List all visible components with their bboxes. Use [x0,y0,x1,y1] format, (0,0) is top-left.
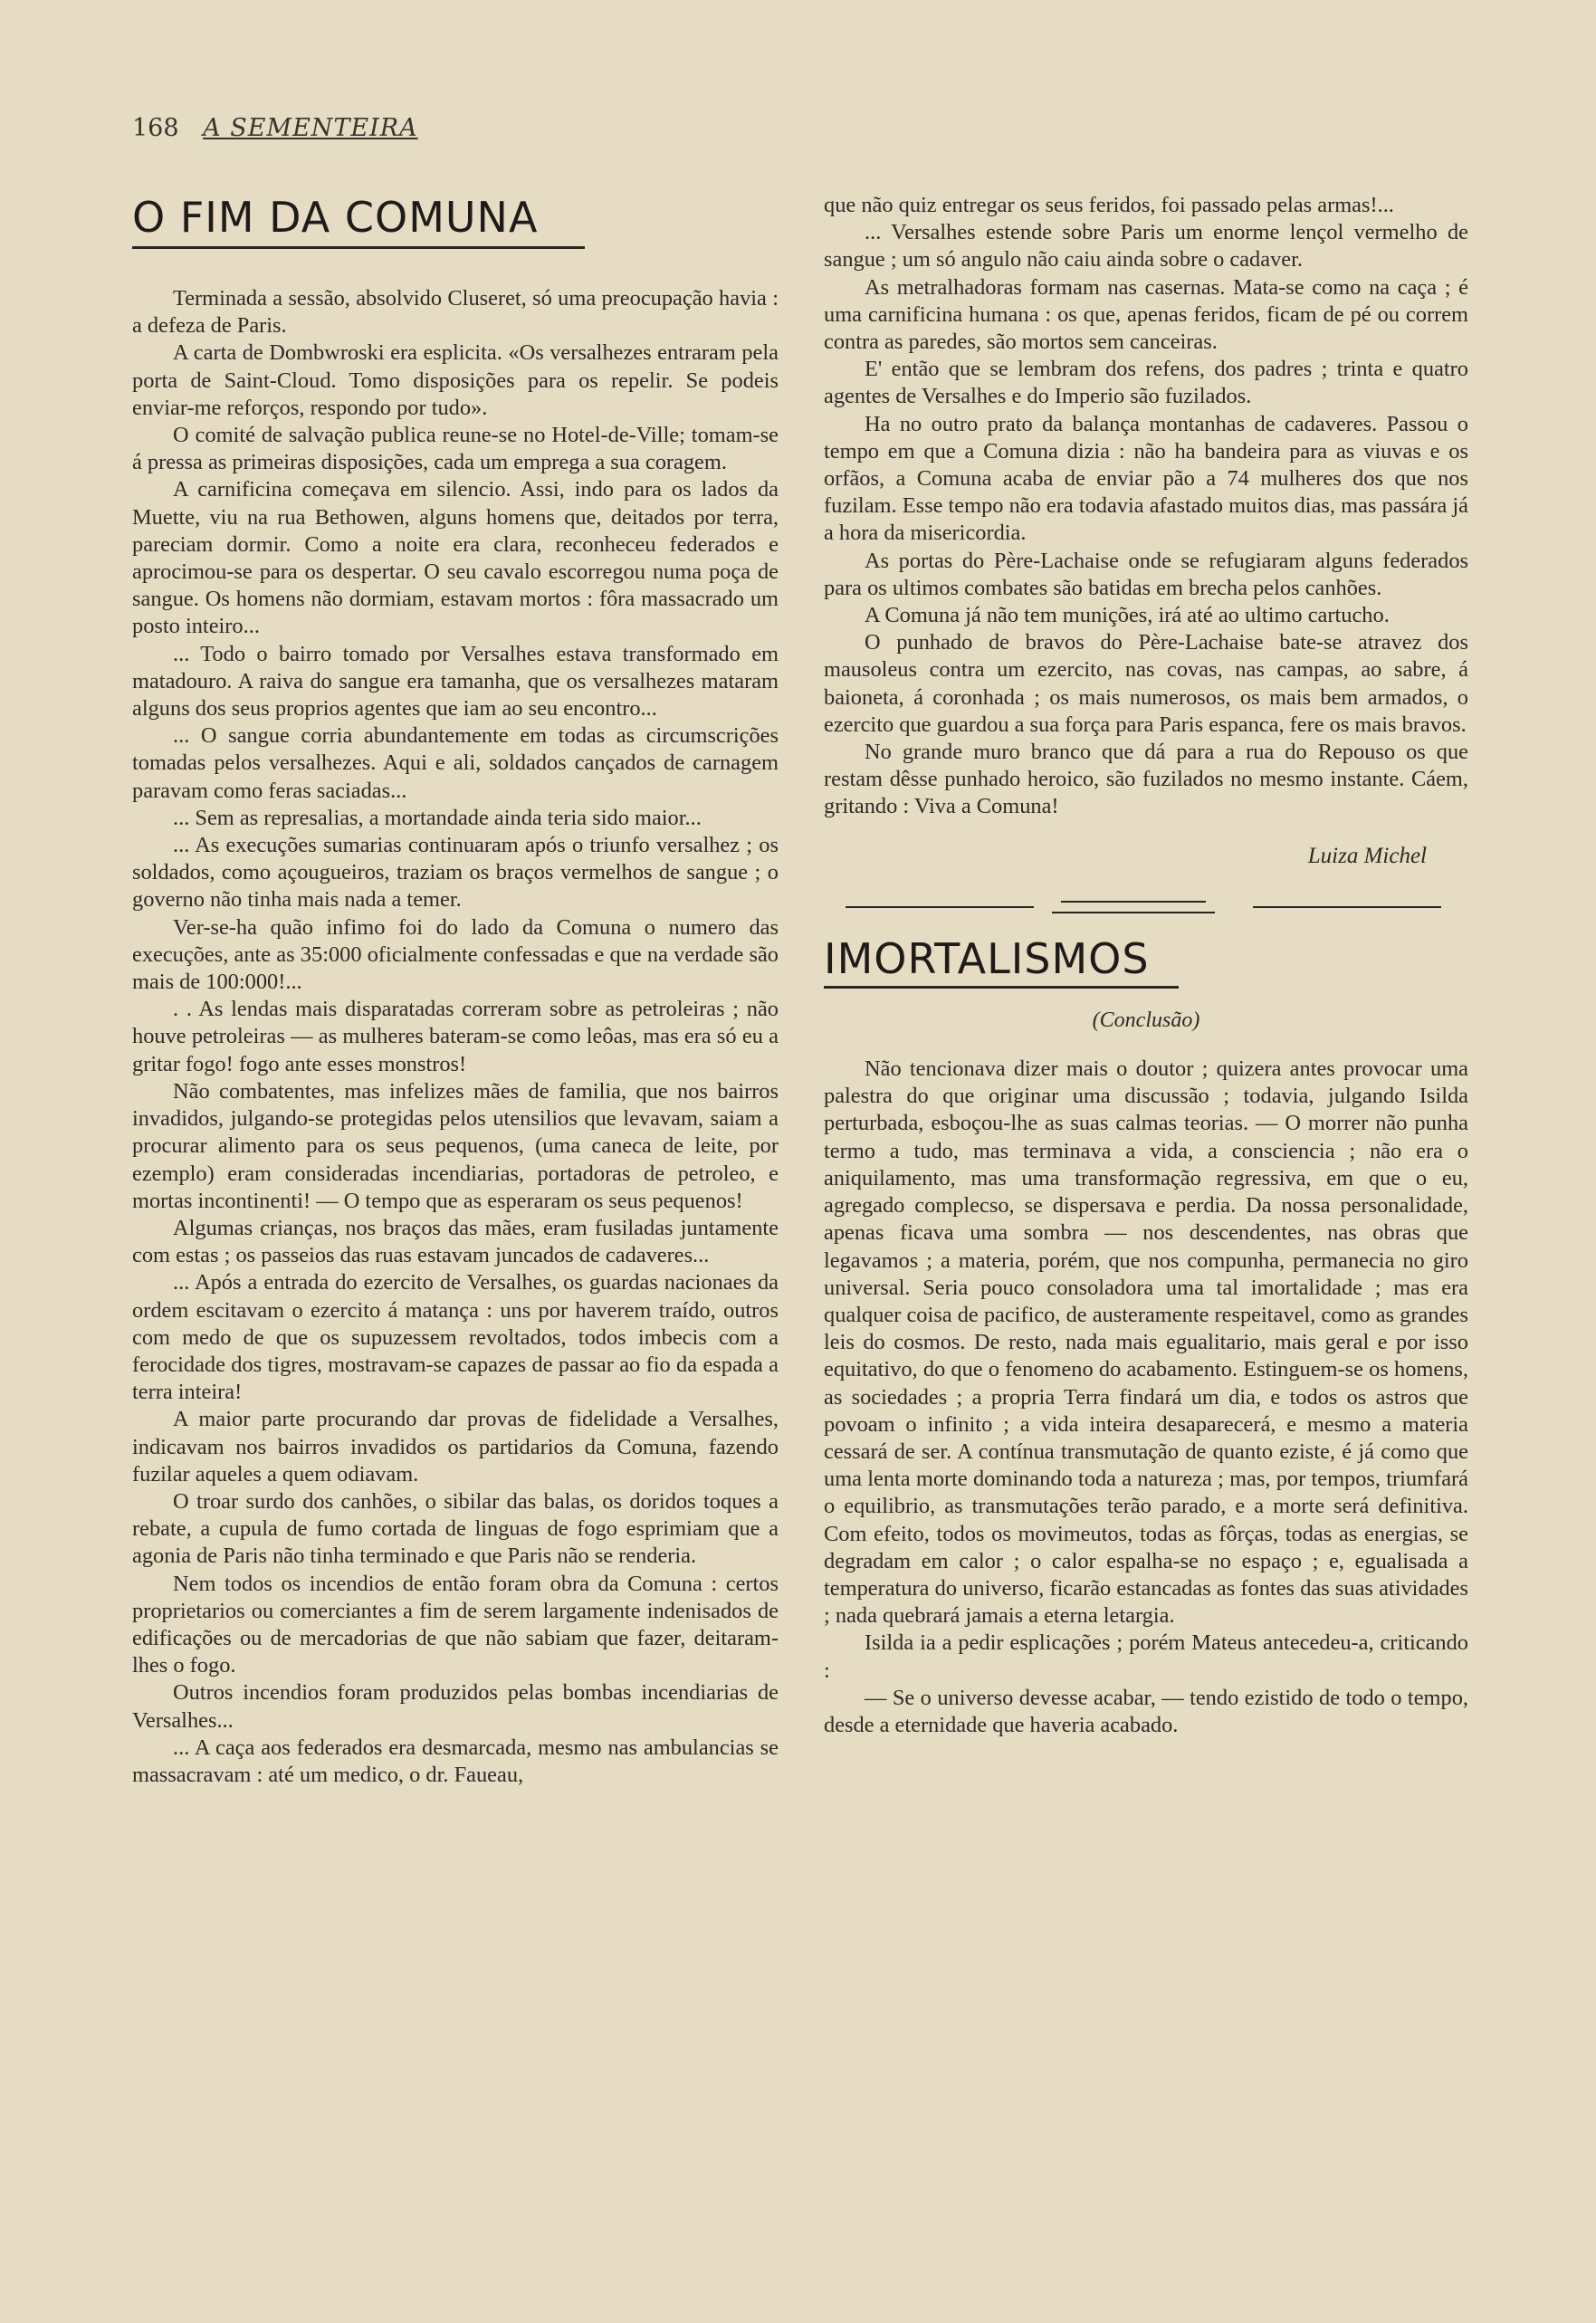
right-column [824,192,1468,1739]
paragraph: Ha no outro prato da balança montanhas de cadaveres. Passou o tempo em que a Comuna dizia : não ha bandeira para as viuvas e os orfãos, a Comuna acaba de enviar pão a 74 mulheres dos que nos fuzilam. Esse tempo não era todavia afastado muitos dias, mas passára já a hora da misericordia. [824,411,1468,546]
paragraph: Algumas crianças, nos braços das mães, eram fusiladas juntamente com estas ; os passeios das ruas estavam juncados de cadaveres... [132,1215,779,1268]
paragraph: ... O sangue corria abundantemente em todas as circumscrições tomadas pelos versalhezes. Aqui e ali, soldados cançados de carnagem paravam como feras saciadas... [132,723,779,803]
running-head [132,114,418,142]
article-body-imortalismos [824,1056,1468,1739]
paragraph: O troar surdo dos canhões, o sibilar das balas, os doridos toques a rebate, a cupula de fumo cortada de linguas de fogo esprimiam que a agonia de Paris não tinha terminado e que Paris não se renderia. [132,1488,779,1569]
paragraph: A maior parte procurando dar provas de fidelidade a Versalhes, indicavam nos bairros invadidos os partidarios da Comuna, fazendo fuzilar aqueles a quem odiavam. [132,1407,779,1487]
author-signature: Luiza Michel [1307,843,1427,868]
paragraph: ... Sem as represalias, a mortandade ainda teria sido maior... [173,805,702,830]
paragraph: ... Versalhes estende sobre Paris um enorme lençol vermelho de sangue ; um só angulo não caiu ainda sobre o cadaver. [824,220,1468,272]
paragraph: A carta de Dombwroski era esplicita. «Os versalhezes entraram pela porta de Saint-Cloud. Tomo disposições para os repelir. Se podeis enviar-me reforços, respondo por tudo». [132,340,779,420]
paragraph: O punhado de bravos do Père-Lachaise bate-se atravez dos mausoleus contra um ezercito, nas covas, nas campas, ao sabre, á baioneta, á coronhada ; os mais numerosos, os mais bem armados, o ezercito que guardou a sua força para Paris espanca, fere os mais bravos. [824,630,1468,737]
paragraph: — Se o universo devesse acabar, — tendo ezistido de todo o tempo, desde a eternidade que haveria acabado. [824,1685,1468,1737]
title-underline [132,246,585,249]
paragraph: Outros incendios foram produzidos pelas bombas incendiarias de Versalhes... [132,1680,779,1733]
divider-rule [846,906,1034,908]
article-subtitle: (Conclusão) [1092,1008,1200,1032]
paragraph: Isilda ia a pedir esplicações ; porém Mateus antecedeu-a, criticando : [824,1630,1468,1683]
article-title-block [132,192,779,249]
divider-rule [1061,901,1206,903]
article-body-right [824,192,1468,821]
paragraph: ... As execuções sumarias continuaram após o triunfo versalhez ; os soldados, como açougueiros, traziam os braços vermelhos de sangue ; o governo não tinha mais nada a temer. [132,833,779,913]
section-divider [824,879,1468,933]
paragraph: E' então que se lembram dos refens, dos padres ; trinta e quatro agentes de Versalhes e do Imperio são fuzilados. [824,357,1468,409]
paragraph: Terminada a sessão, absolvido Cluseret, só uma preocupação havia : a defeza de Paris. [132,286,779,339]
divider-rule [1253,906,1441,908]
paragraph: A Comuna já não tem munições, irá até ao ultimo cartucho. [865,603,1390,628]
paragraph: As metralhadoras formam nas casernas. Mata-se como na caça ; é uma carnificina humana : os que, apenas feridos, ficam de pé ou correm contra as paredes, são mortos sem canceiras. [824,274,1468,355]
paragraph: ... A caça aos federados era desmarcada, mesmo nas ambulancias se massacravam : até um medico, o dr. Faueau, [132,1735,779,1787]
paragraph: As portas do Père-Lachaise onde se refugiaram alguns federados para os ultimos combates são batidas em brecha pelos canhões. [824,548,1468,600]
divider-rule [1052,912,1215,913]
paragraph: No grande muro branco que dá para a rua do Repouso os que restam dêsse punhado heroico, são fuzilados no mesmo instante. Cáem, gritando : Viva a Comuna! [824,740,1468,819]
article-title: O FIM DA COMUNA [132,193,539,242]
paragraph: ... Todo o bairro tomado por Versalhes estava transformado em matadouro. A raiva do sangue era tamanha, que os versalhezes mataram alguns dos seus proprios agentes que iam ao seu encontro... [132,641,779,722]
paragraph: O comité de salvação publica reune-se no Hotel-de-Ville; tomam-se á pressa as primeiras disposições, cada um emprega a sua coragem. [132,423,779,475]
page-number: 168 [132,114,179,142]
title-underline [824,986,1179,989]
paragraph: Nem todos os incendios de então foram obra da Comuna : certos proprietarios ou comerciantes a fim de serem largamente indenisados de edificações ou de mercadorias de que não sabiam que fazer, deitaram-lhes o fogo. [132,1571,779,1678]
paragraph: Não tencionava dizer mais o doutor ; quizera antes provocar uma palestra do que originar uma discussão ; todavia, julgando Isilda perturbada, esboçou-lhe as suas calmas teorias. — O morrer não punha termo a tudo, mas terminava a vida, a consciencia ; não era o aniquilamento, mas uma transformação regressiva, em que o eu, agregado complecso, se dispersava e perdia. Da nossa personalidade, apenas ficava uma sombra — nos descendentes, nas obras que legavamos ; a materia, porém, que nos compunha, permanecia no giro universal. Seria pouco consoladora uma tal imortalidade ; mas era qualquer coisa de pacifico, de austeramente respeitavel, como as grandes leis do cosmos. De resto, nada mais egualitario, mais geral e por isso equitativo, do que o fenomeno do acabamento. Estinguem-se os homens, as sociedades ; a propria Terra findará um dia, e todos os astros que povoam o infinito ; a vida inteira desaparecerá, e mesmo a materia cessará de ser. A contínua transmutação de quanto eziste, é já como que uma lenta morte dominando toda a natureza ; mas, por tempos, triumfará o equilibrio, as transmutações terão parado, e a morte será definitiva. Com efeito, todos os movimeutos, todas as fôrças, todas as energias, se degradam em calor ; o calor espalha-se no espaço ; e, egualisada a temperatura do universo, ficarão estancadas as fontes das suas atividades ; nada quebrará jamais a eterna letargia. [824,1056,1468,1629]
paragraph: que não quiz entregar os seus feridos, foi passado pelas armas!... [824,193,1394,217]
paragraph: ... Após a entrada do ezercito de Versalhes, os guardas nacionaes da ordem escitavam o ezercito á matança : uns por haverem traído, outros com medo de que os supuzessem revoltados, todos imbecis com a ferocidade dos tigres, mostravam-se capazes de passar ao fio da espada a terra inteira! [132,1270,779,1405]
paragraph: Ver-se-ha quão infimo foi do lado da Comuna o numero das execuções, ante as 35:000 oficialmente confessadas e que na verdade são mais de 100:000!... [132,914,779,995]
paragraph: A carnificina começava em silencio. Assi, indo para os lados da Muette, viu na rua Bethowen, alguns homens que, deitados por terra, pareciam dormir. Como a noite era clara, reconheceu federados e aprocimou-se para os despertar. O seu cavalo escorregou numa poça de sangue. Os homens não dormiam, estavam mortos : fôra massacrado um posto inteiro... [132,477,779,639]
publication-title: A SEMENTEIRA [203,114,418,142]
article-body-left [132,285,779,1789]
paragraph: Não combatentes, mas infelizes mães de familia, que nos bairros invadidos, julgando-se protegidas pelos utensilios que levavam, saiam a procurar alimento para os seus pequenos, (uma caneca de leite, por ezemplo) eram consideradas incendiarias, portadoras de petroleo, e mortas incontinenti! — O tempo que as esperaram os seus pequenos! [132,1078,779,1213]
article-title-block [824,933,1468,989]
left-column [132,192,779,1789]
article-title: IMORTALISMOS [824,933,1150,983]
paragraph: . . As lendas mais disparatadas correram sobre as petroleiras ; não houve petroleiras — as mulheres bateram-se como leôas, mas era só eu a gritar fogo! fogo ante esses monstros! [132,997,779,1076]
